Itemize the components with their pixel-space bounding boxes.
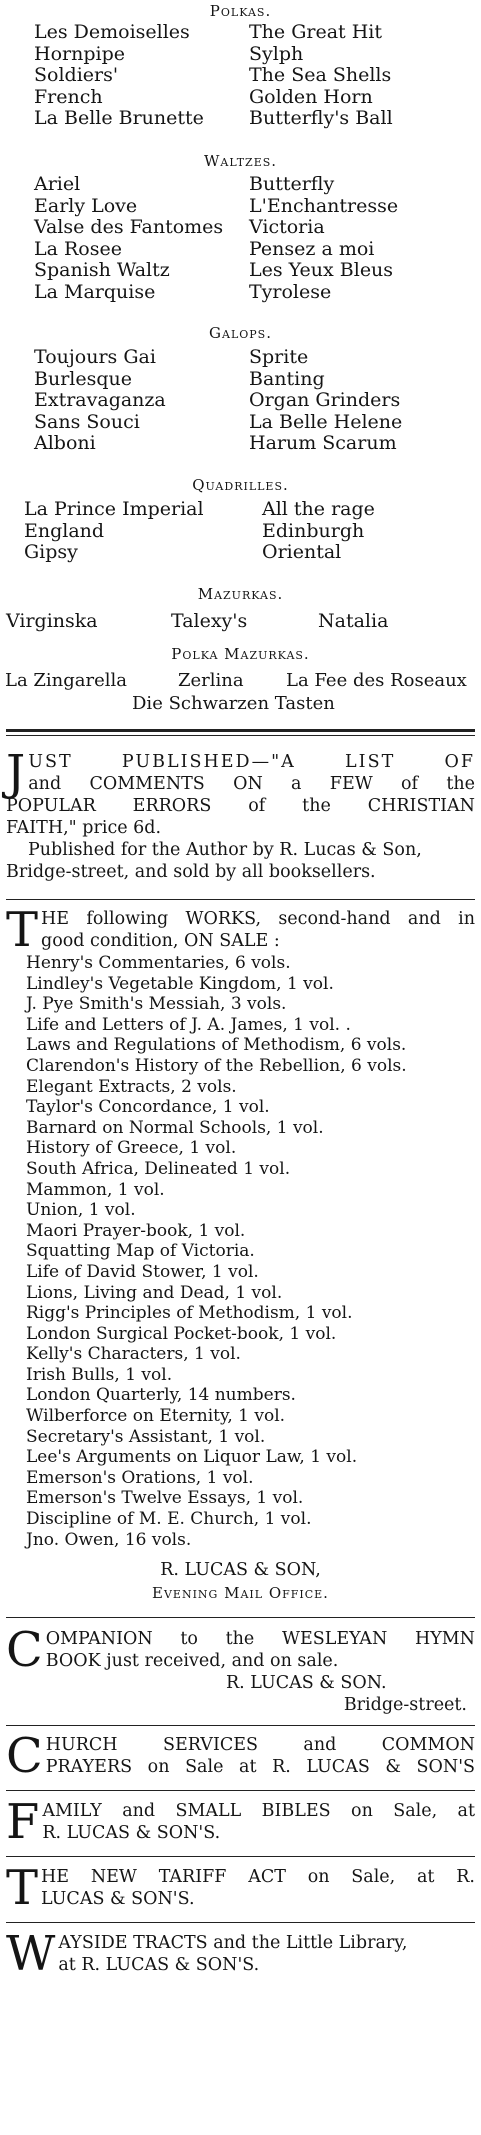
ad-line: UST PUBLISHED—"A LIST OF (28, 752, 475, 772)
list-item: Victoria (249, 216, 325, 238)
ad-wayside-tracts (6, 1926, 475, 1982)
ad-family-bibles (6, 1794, 475, 1850)
list-item: Banting (249, 367, 325, 390)
list-item: England (24, 519, 105, 542)
list-item: Extravaganza (34, 389, 166, 411)
ad-line: Bridge-street. (343, 1695, 467, 1715)
signature-office: Evening Mail Office. (152, 1584, 329, 1602)
ad-line: HE NEW TARIFF ACT on Sale, at R. (41, 1867, 475, 1887)
drop-cap: T (6, 1860, 39, 1916)
ad-line: HE following WORKS, second-hand and in (41, 909, 475, 929)
drop-cap: J (6, 745, 26, 801)
list-item: Mammon, 1 vol. (26, 1179, 165, 1200)
works-list (26, 953, 407, 1550)
list-item: Maori Prayer-book, 1 vol. (26, 1220, 246, 1241)
list-item: Sans Souci (34, 410, 140, 433)
list-item: Les Yeux Bleus (249, 259, 394, 281)
list-item: South Africa, Delineated 1 vol. (26, 1158, 291, 1179)
divider (6, 735, 475, 736)
list-item: Clarendon's History of the Rebellion, 6 vols. (26, 1055, 407, 1076)
list-item: Lindley's Vegetable Kingdom, 1 vol. (26, 973, 334, 994)
mazurkas-heading: Mazurkas. (197, 585, 284, 603)
list-item: J. Pye Smith's Messiah, 3 vols. (26, 994, 287, 1015)
list-item: Union, 1 vol. (26, 1200, 136, 1221)
ad-church-services (6, 1728, 475, 1784)
quadrilles-right-list (262, 499, 375, 564)
ad-line: FAITH," price 6d. (6, 818, 162, 838)
list-item: Taylor's Concordance, 1 vol. (26, 1097, 270, 1118)
list-item: L'Enchantresse (249, 194, 399, 217)
quadrilles-left-list (24, 499, 204, 564)
signature-name: R. LUCAS & SON, (160, 1560, 321, 1580)
list-item: London Quarterly, 14 numbers. (26, 1385, 296, 1406)
list-item: Butterfly's Ball (249, 107, 393, 129)
ad-line: HURCH SERVICES and COMMON (45, 1735, 475, 1755)
galops-right-list (249, 347, 402, 455)
list-item: La Prince Imperial (24, 498, 204, 520)
divider (6, 1922, 475, 1923)
list-item: Virginska (6, 610, 98, 632)
list-item: La Belle Brunette (34, 107, 204, 129)
waltzes-heading: Waltzes. (203, 152, 278, 170)
list-item: Spanish Waltz (34, 259, 170, 281)
list-item: Soldiers' (34, 64, 119, 86)
list-item: Pensez a moi (249, 237, 375, 260)
polka-mazurkas-heading: Polka Mazurkas. (171, 645, 310, 663)
list-item: Organ Grinders (249, 389, 401, 411)
ad-line: R. LUCAS & SON'S. (42, 1823, 221, 1843)
list-item: Early Love (34, 194, 138, 217)
ad-companion-hymn-book (6, 1622, 475, 1716)
polkas-heading: Polkas. (209, 2, 272, 20)
list-item: Butterfly (249, 173, 335, 195)
list-item: History of Greece, 1 vol. (26, 1138, 237, 1159)
list-item: Edinburgh (262, 519, 365, 542)
list-item: Ariel (34, 173, 81, 195)
list-item: Emerson's Orations, 1 vol. (26, 1467, 254, 1488)
galops-left-list (34, 347, 166, 455)
divider (6, 1790, 475, 1791)
ad-line: Published for the Author by R. Lucas & Son, (28, 840, 422, 860)
drop-cap: T (6, 902, 39, 958)
drop-cap: C (6, 1728, 43, 1784)
list-item: La Marquise (34, 280, 156, 303)
list-item: Alboni (34, 432, 96, 454)
ad-line: at R. LUCAS & SON'S. (58, 1955, 260, 1975)
list-item: The Great Hit (249, 21, 382, 43)
ad-line: good condition, ON SALE : (41, 931, 280, 951)
list-item: Sprite (249, 346, 309, 368)
list-item: Zerlina (178, 670, 244, 691)
list-item: La Zingarella (5, 670, 128, 691)
list-item: Oriental (262, 541, 342, 563)
ad-popular-errors (6, 745, 475, 883)
list-item: Discipline of M. E. Church, 1 vol. (26, 1509, 312, 1530)
polkas-left-list (34, 22, 204, 130)
list-item: Irish Bulls, 1 vol. (26, 1364, 173, 1385)
ad-line: BOOK just received, and on sale. (45, 1651, 339, 1671)
ad-tariff-act (6, 1860, 475, 1916)
list-item: Burlesque (34, 367, 132, 390)
divider (6, 1617, 475, 1618)
list-item: Harum Scarum (249, 432, 397, 454)
list-item: Tyrolese (249, 280, 332, 303)
ad-works-on-sale (6, 902, 475, 958)
list-item: Elegant Extracts, 2 vols. (26, 1076, 237, 1097)
list-item: French (34, 85, 103, 108)
list-item: Barnard on Normal Schools, 1 vol. (26, 1117, 324, 1138)
list-item: London Surgical Pocket-book, 1 vol. (26, 1323, 337, 1344)
drop-cap: F (6, 1794, 40, 1850)
list-item: Henry's Commentaries, 6 vols. (26, 953, 291, 973)
list-item: Squatting Map of Victoria. (26, 1241, 255, 1262)
list-item: Secretary's Assistant, 1 vol. (26, 1426, 266, 1447)
list-item: Rigg's Principles of Methodism, 1 vol. (26, 1303, 353, 1324)
waltzes-right-list (249, 174, 398, 303)
ad-line: R. LUCAS & SON. (226, 1673, 387, 1693)
list-item: Die Schwarzen Tasten (132, 693, 335, 714)
ad-line: OMPANION to the WESLEYAN HYMN (45, 1629, 475, 1649)
list-item: Sylph (249, 42, 304, 65)
list-item: Kelly's Characters, 1 vol. (26, 1344, 241, 1365)
list-item: Gipsy (24, 541, 78, 563)
ad-line: Bridge-street, and sold by all booksellers. (6, 862, 376, 882)
ad-line: and COMMENTS ON a FEW of the (28, 774, 475, 794)
list-item: La Belle Helene (249, 410, 403, 433)
quadrilles-heading: Quadrilles. (192, 476, 289, 494)
polkas-right-list (249, 22, 393, 130)
ad-line: AYSIDE TRACTS and the Little Library, (58, 1933, 408, 1953)
divider (6, 1856, 475, 1857)
waltzes-left-list (34, 174, 223, 303)
ad-line: POPULAR ERRORS of the CHRISTIAN (6, 796, 475, 816)
divider (6, 1725, 475, 1726)
list-item: Valse des Fantomes (34, 216, 224, 238)
ad-line: AMILY and SMALL BIBLES on Sale, at (42, 1801, 475, 1821)
list-item: Jno. Owen, 16 vols. (26, 1529, 192, 1550)
list-item: All the rage (262, 498, 375, 520)
list-item: Talexy's (171, 610, 248, 632)
list-item: Wilberforce on Eternity, 1 vol. (26, 1406, 286, 1427)
list-item: La Rosee (34, 237, 122, 260)
list-item: The Sea Shells (249, 64, 392, 86)
list-item: Lee's Arguments on Liquor Law, 1 vol. (26, 1447, 358, 1468)
list-item: Hornpipe (34, 42, 125, 65)
galops-heading: Galops. (209, 324, 272, 342)
list-item: Life of David Stower, 1 vol. (26, 1261, 259, 1282)
drop-cap: C (6, 1622, 43, 1678)
list-item: Les Demoiselles (34, 21, 190, 43)
drop-cap: W (6, 1926, 56, 1982)
list-item: Lions, Living and Dead, 1 vol. (26, 1282, 283, 1303)
ad-line: LUCAS & SON'S. (41, 1889, 195, 1909)
list-item: La Fee des Roseaux (286, 670, 467, 691)
list-item: Laws and Regulations of Methodism, 6 vols. (26, 1035, 407, 1056)
list-item: Emerson's Twelve Essays, 1 vol. (26, 1488, 304, 1509)
list-item: Toujours Gai (34, 346, 156, 368)
ad-line: PRAYERS on Sale at R. LUCAS & SON'S (45, 1757, 475, 1777)
list-item: Golden Horn (249, 85, 373, 108)
list-item: Natalia (318, 610, 389, 632)
divider (6, 729, 475, 732)
divider (6, 899, 475, 900)
list-item: Life and Letters of J. A. James, 1 vol. . (26, 1014, 351, 1035)
